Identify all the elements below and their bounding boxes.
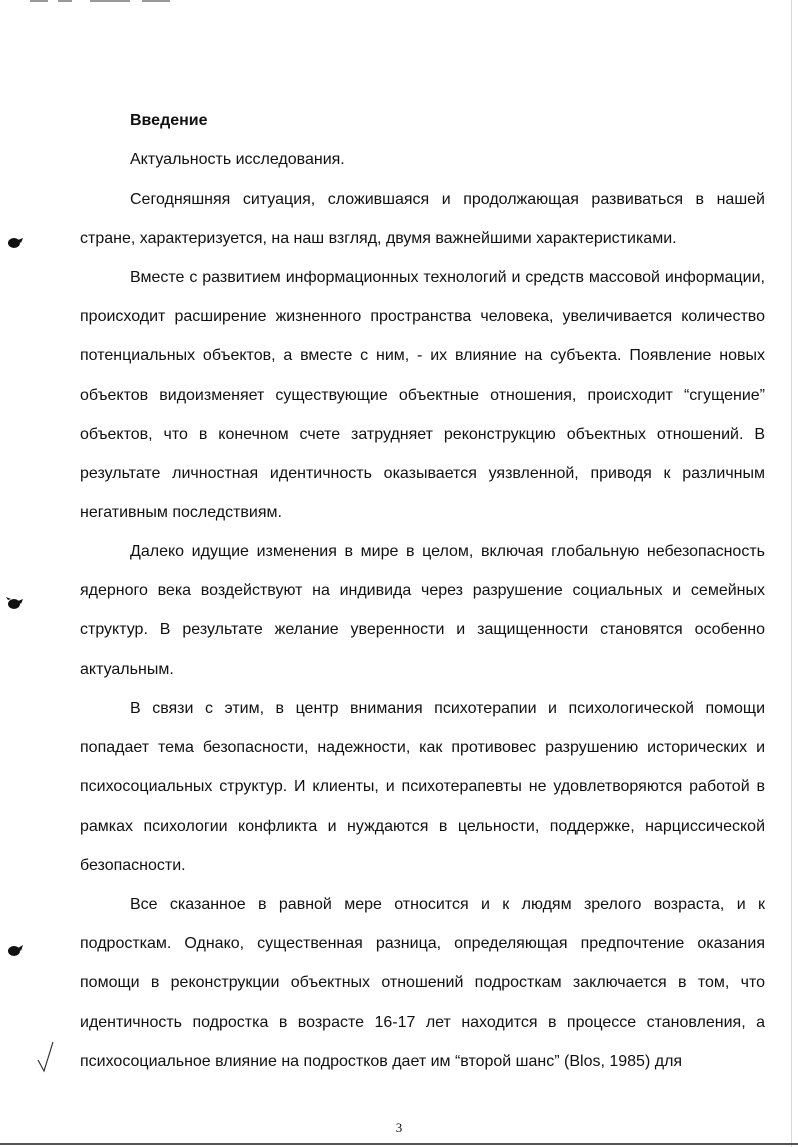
bullet-mark-icon bbox=[6, 944, 24, 958]
bullet-mark-icon bbox=[6, 597, 24, 611]
scan-artifact-top bbox=[30, 0, 170, 3]
paragraph: Все сказанное в равной мере относится и к людям зрелого возраста, и к подросткам. Однако, существенная разница, определяющая предпочтение оказания помощи в реконструкции объектных отношений подросткам заключается в том, что идентичность подростка в возрасте 16-17 лет находится в процессе становления, а психосоциальное влияние на подростков дает им “второй шанс” (Blos, 1985) для bbox=[80, 896, 765, 1070]
paragraph: Сегодняшняя ситуация, сложившаяся и продолжающая развиваться в нашей стране, характеризуется, на наш взгляд, двумя важнейшими характеристиками. bbox=[80, 191, 765, 248]
section-heading: Введение bbox=[130, 112, 208, 129]
scan-edge-right bbox=[791, 0, 792, 1147]
intro-line: Актуальность исследования. bbox=[130, 151, 345, 168]
page-number: 3 bbox=[395, 1120, 403, 1135]
check-mark-icon bbox=[36, 1040, 56, 1074]
bullet-mark-icon bbox=[6, 236, 24, 250]
scan-edge-bottom bbox=[0, 1143, 798, 1145]
paragraph: Вместе с развитием информационных технологий и средств массовой информации, происходит расширение жизненного пространства человека, увеличивается количество потенциальных объектов, а вместе с ним, - их влияние на субъекта. Появление новых объектов видоизменяет существующие объектные отношения, происходит “сгущение” объектов, что в конечном счете затрудняет реконструкцию объектных отношений. В результате личностная идентичность оказывается уязвленной, приводя к различным негативным последствиям. bbox=[80, 269, 765, 522]
paragraph: В связи с этим, в центр внимания психотерапии и психологической помощи попадает тема безопасности, надежности, как противовес разрушению исторических и психосоциальных структур. И клиенты, и психотерапевты не удовлетворяются работой в рамках психологии конфликта и нуждаются в цельности, поддержке, нарциссической безопасности. bbox=[80, 700, 765, 874]
paragraph: Далеко идущие изменения в мире в целом, включая глобальную небезопасность ядерного века воздействуют на индивида через разрушение социальных и семейных структур. В результате желание уверенности и защищенности становятся особенно актуальным. bbox=[80, 543, 765, 678]
